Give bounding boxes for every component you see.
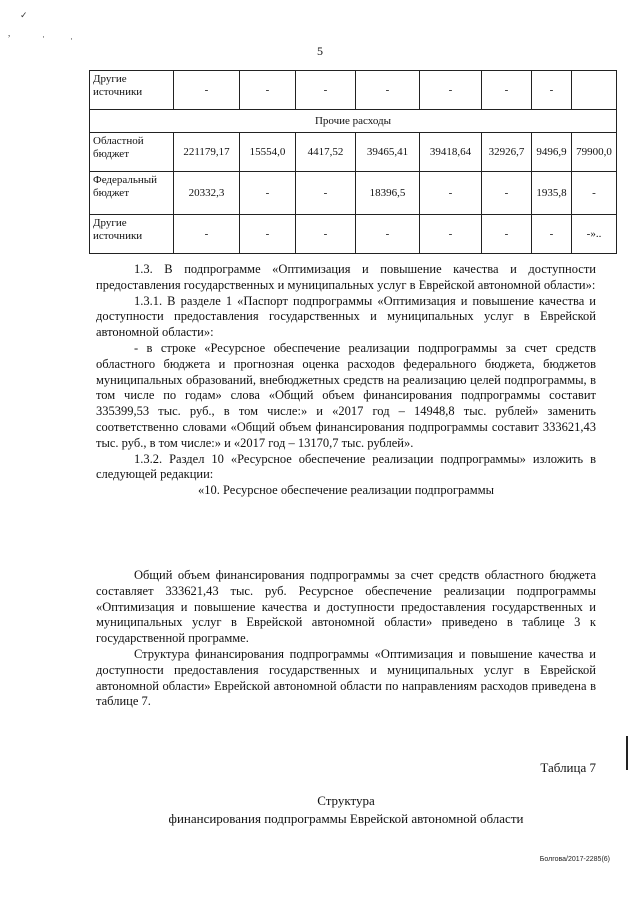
- table-cell: 1935,8: [532, 172, 572, 215]
- paragraph-structure: Структура финансирования подпрограммы «Оптимизация и повышение качества и доступности предоставления государственных и муниципальных услуг в Еврейской автономной области» Еврейской автономной области по направлениям расходов приведена в таблице 7.: [96, 646, 596, 709]
- table-cell: -: [240, 215, 296, 254]
- row-label: Федеральный бюджет: [90, 172, 174, 215]
- table-row: [90, 71, 617, 110]
- page-number: 5: [317, 44, 323, 58]
- table-cell: -: [420, 71, 482, 110]
- table-cell: 20332,3: [174, 172, 240, 215]
- table-row: [90, 133, 617, 172]
- table-cell: -: [296, 172, 356, 215]
- table-cell: -: [174, 215, 240, 254]
- table-cell: 32926,7: [482, 133, 532, 172]
- table-cell: -: [296, 215, 356, 254]
- table-heading: [96, 792, 596, 828]
- row-label: Областной бюджет: [90, 133, 174, 172]
- table-cell: 18396,5: [356, 172, 420, 215]
- body-text-block-2: [96, 568, 596, 710]
- table-row: [90, 215, 617, 254]
- scan-mark: ·: [70, 34, 73, 44]
- paragraph-bullet: - в строке «Ресурсное обеспечение реализации подпрограммы за счет средств областного бюджета и прогнозная оценка расходов федерального бюджета, бюджетов муниципальных образований, внебюджетных средств на реализацию целей подпрограммы, в том числе по годам» слова «Общий объем финансирования подпрограммы составит 335399,53 тыс. руб., в том числе:» и «2017 год – 14948,8 тыс. рублей» заменить соответственно словами «Общий объем финансирования подпрограммы составит 333621,43 тыс. руб., в том числе:» и «2017 год – 13170,7 тыс. рублей».: [96, 340, 596, 450]
- scan-artifact-line: [626, 736, 628, 770]
- scan-mark: ,: [8, 28, 11, 38]
- table-cell: [572, 71, 617, 110]
- table-cell: -: [572, 172, 617, 215]
- paragraph-1-3: 1.3. В подпрограмме «Оптимизация и повышение качества и доступности предоставления государственных и муниципальных услуг в Еврейской автономной области»:: [96, 262, 596, 292]
- paragraph-1-3-1: 1.3.1. В разделе 1 «Паспорт подпрограммы «Оптимизация и повышение качества и доступности предоставления государственных и муниципальных услуг в Еврейской автономной области»:: [96, 293, 596, 340]
- paragraph-1-3-2: 1.3.2. Раздел 10 «Ресурсное обеспечение реализации подпрограммы» изложить в следующей редакции:: [96, 451, 596, 482]
- table-cell: 221179,17: [174, 133, 240, 172]
- table-cell: 4417,52: [296, 133, 356, 172]
- table-cell: 39418,64: [420, 133, 482, 172]
- table-cell: -: [482, 172, 532, 215]
- scan-mark: ·: [42, 32, 45, 42]
- heading-line-2: финансирования подпрограммы Еврейской автономной области: [168, 811, 524, 826]
- body-text-block-1: [96, 262, 596, 499]
- row-label: Другие источники: [90, 71, 174, 110]
- footer-code: Болгова/2017-2285(6): [539, 856, 610, 863]
- section-title-10: «10. Ресурсное обеспечение реализации подпрограммы: [198, 483, 494, 498]
- table-cell: -: [174, 71, 240, 110]
- table-cell: -: [532, 71, 572, 110]
- table-cell: 15554,0: [240, 133, 296, 172]
- financing-table: [89, 70, 617, 254]
- table-section-row: [90, 110, 617, 133]
- table-row: [90, 172, 617, 215]
- heading-line-1: Структура: [317, 793, 375, 808]
- table-cell: -»..: [572, 215, 617, 254]
- table-cell: -: [240, 71, 296, 110]
- table-cell: -: [240, 172, 296, 215]
- table-cell: 9496,9: [532, 133, 572, 172]
- table-cell: -: [482, 71, 532, 110]
- table-cell: -: [420, 215, 482, 254]
- table-cell: 39465,41: [356, 133, 420, 172]
- section-title: Прочие расходы: [90, 110, 617, 133]
- table-cell: -: [356, 71, 420, 110]
- table-cell: -: [532, 215, 572, 254]
- table-cell: -: [356, 215, 420, 254]
- row-label: Другие источники: [90, 215, 174, 254]
- table-cell: -: [420, 172, 482, 215]
- table-cell: -: [296, 71, 356, 110]
- table-label: Таблица 7: [540, 760, 596, 775]
- paragraph-financing-total: Общий объем финансирования подпрограммы за счет средств областного бюджета составляет 333621,43 тыс. руб. Ресурсное обеспечение реализации подпрограммы «Оптимизация и повышение качества и доступности предоставления государственных и муниципальных услуг в Еврейской автономной области» приведено в таблице 3 к государственной программе.: [96, 568, 596, 646]
- scan-mark: ✓: [20, 10, 28, 20]
- table-cell: 79900,0: [572, 133, 617, 172]
- table-cell: -: [482, 215, 532, 254]
